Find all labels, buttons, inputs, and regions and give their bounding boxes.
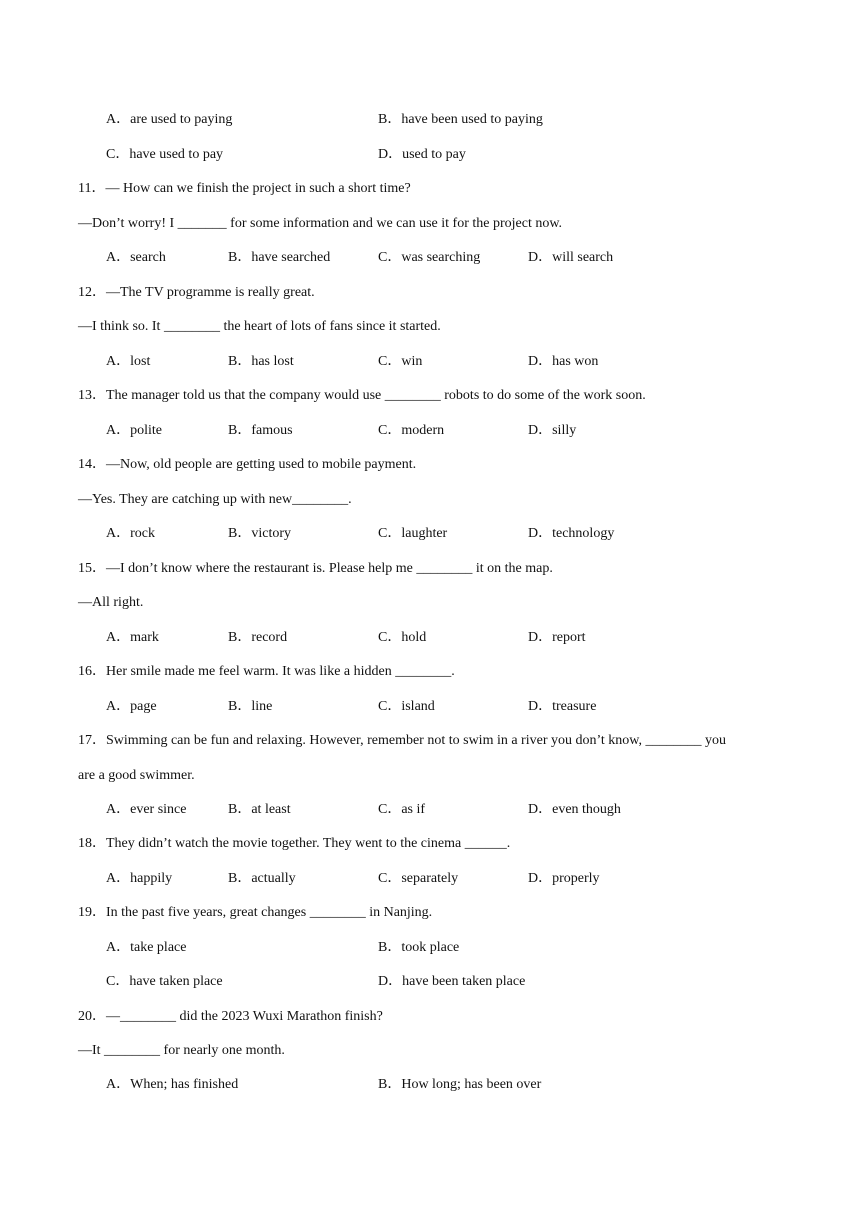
option-c: C．was searching: [378, 250, 481, 265]
question-18: 18．They didn’t watch the movie together. They went to the cinema ______.: [78, 836, 511, 851]
option-b: B．has lost: [228, 354, 294, 369]
option-c: C．as if: [378, 802, 426, 817]
option-d: D．technology: [528, 526, 615, 541]
option-a: A．search: [106, 250, 166, 265]
option-c: C．island: [378, 699, 435, 714]
question-20-response: —It ________ for nearly one month.: [78, 1043, 285, 1058]
option-d: D．have been taken place: [378, 974, 526, 989]
question-15: 15．—I don’t know where the restaurant is. Please help me ________ it on the map.: [78, 561, 553, 576]
option-a: A．ever since: [106, 802, 187, 817]
question-11-response: —Don’t worry! I _______ for some information and we can use it for the project now.: [78, 216, 563, 231]
option-b: B．actually: [228, 871, 296, 886]
option-b: B．have been used to paying: [378, 112, 543, 127]
option-b: B．at least: [228, 802, 291, 817]
question-14: 14．—Now, old people are getting used to mobile payment.: [78, 457, 417, 472]
option-d: D．report: [528, 630, 586, 645]
option-d: D．will search: [528, 250, 614, 265]
option-c: C．have used to pay: [106, 147, 224, 162]
question-14-response: —Yes. They are catching up with new________.: [78, 492, 352, 507]
option-b: B．line: [228, 699, 273, 714]
option-a: A．rock: [106, 526, 155, 541]
option-a: A．are used to paying: [106, 112, 233, 127]
option-b: B．victory: [228, 526, 291, 541]
option-d: D．has won: [528, 354, 599, 369]
option-d: D．used to pay: [378, 147, 466, 162]
option-a: A．mark: [106, 630, 159, 645]
question-11: 11．— How can we finish the project in such a short time?: [78, 181, 411, 196]
option-c: C．modern: [378, 423, 445, 438]
option-d: D．even though: [528, 802, 621, 817]
question-13: 13．The manager told us that the company would use ________ robots to do some of the work soon.: [78, 388, 646, 403]
option-a: A．When; has finished: [106, 1077, 239, 1092]
option-c: C．win: [378, 354, 423, 369]
option-b: B．have searched: [228, 250, 331, 265]
option-b: B．famous: [228, 423, 293, 438]
question-12-response: —I think so. It ________ the heart of lots of fans since it started.: [78, 319, 441, 334]
option-d: D．treasure: [528, 699, 597, 714]
question-17-continued: are a good swimmer.: [78, 768, 195, 783]
option-b: B．took place: [378, 940, 460, 955]
option-d: D．properly: [528, 871, 600, 886]
option-a: A．happily: [106, 871, 173, 886]
question-16: 16．Her smile made me feel warm. It was like a hidden ________.: [78, 664, 455, 679]
question-19: 19．In the past five years, great changes ________ in Nanjing.: [78, 905, 433, 920]
question-15-response: —All right.: [78, 595, 144, 610]
option-a: A．page: [106, 699, 157, 714]
option-a: A．polite: [106, 423, 162, 438]
option-d: D．silly: [528, 423, 577, 438]
question-12: 12．—The TV programme is really great.: [78, 285, 315, 300]
option-a: A．take place: [106, 940, 187, 955]
option-c: C．separately: [378, 871, 459, 886]
question-20: 20．—________ did the 2023 Wuxi Marathon finish?: [78, 1009, 383, 1024]
option-c: C．laughter: [378, 526, 448, 541]
option-a: A．lost: [106, 354, 151, 369]
option-b: B．record: [228, 630, 288, 645]
option-c: C．have taken place: [106, 974, 223, 989]
option-c: C．hold: [378, 630, 427, 645]
option-b: B．How long; has been over: [378, 1077, 542, 1092]
question-17: 17．Swimming can be fun and relaxing. However, remember not to swim in a river you don’t know, ________ you: [78, 733, 726, 748]
